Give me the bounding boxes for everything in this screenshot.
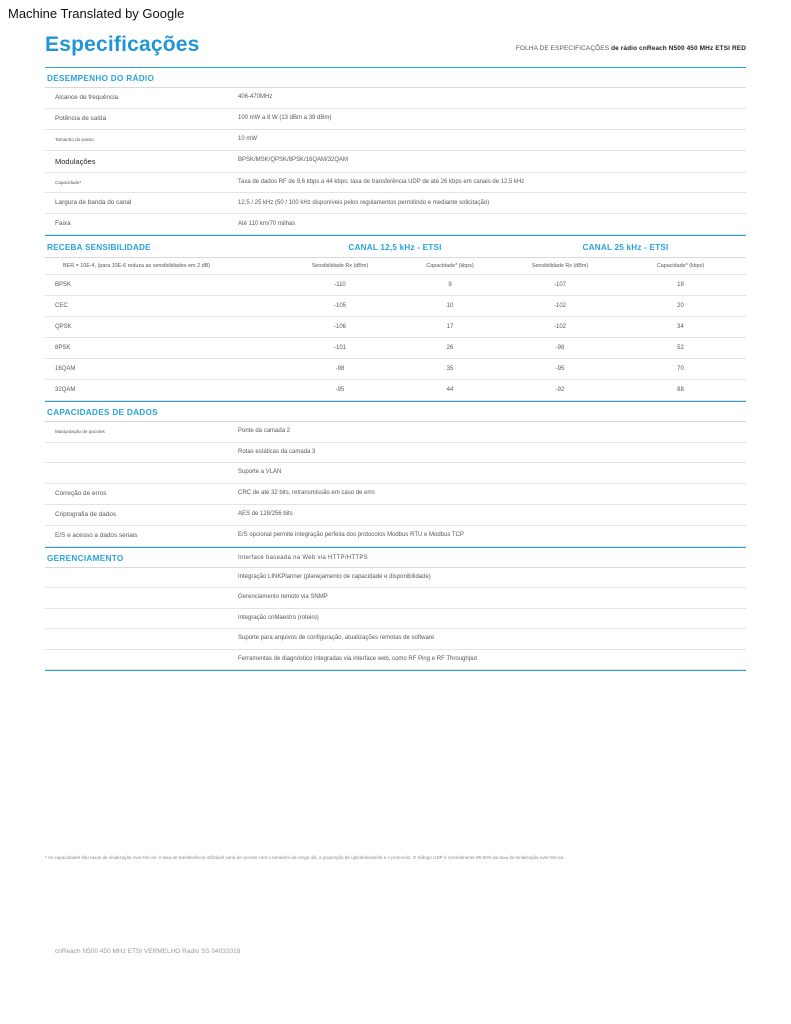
row-label: Modulações <box>45 150 230 172</box>
cap-25-value: 18 <box>615 275 746 296</box>
table-row <box>45 567 746 588</box>
row-label <box>45 588 230 609</box>
table-row <box>45 109 746 130</box>
row-label: Capacidade* <box>45 172 230 193</box>
document-header <box>45 25 746 67</box>
section-header-management <box>45 547 746 567</box>
receive-sensitivity-table <box>45 235 746 401</box>
cap-25-value: 52 <box>615 338 746 359</box>
row-value: Interface baseada na Web via HTTP/HTTPS <box>230 547 746 567</box>
machine-translation-banner: Machine Translated by Google <box>8 6 185 21</box>
section-title: DESEMPENHO DO RÁDIO <box>45 68 746 88</box>
row-value: Ponte da camada 2 <box>230 422 746 443</box>
cap-25-value: 88 <box>615 380 746 401</box>
sens-12-5-value: -110 <box>285 275 395 296</box>
cap-12-5-value: 17 <box>395 317 505 338</box>
row-label <box>45 649 230 670</box>
table-row <box>45 629 746 650</box>
subtitle-product: de rádio cnReach N500 450 MHz ETSI RED <box>611 45 746 52</box>
row-label: Faixa <box>45 214 230 235</box>
sens-12-5-value: -106 <box>285 317 395 338</box>
row-value: Integração LINKPlanner (planejamento de capacidade e disponibilidade) <box>230 567 746 588</box>
ber-note: BER = 10E-4, (para 10E-6 reduza as sensibilidades em 2 dB) <box>45 258 285 275</box>
col-header-cap-12-5: Capacidade* (kbps) <box>395 258 505 275</box>
row-label: Potência de saída <box>45 109 230 130</box>
section-header-data-capabilities <box>45 402 746 422</box>
document-footer: cnReach N500 450 MHz ETSI VERMELHO Radio SS 04032018 <box>55 948 241 955</box>
table-row <box>45 463 746 484</box>
row-label: Correção de erros <box>45 483 230 504</box>
row-value: Suporte para arquivos de configuração, atualizações remotas de software <box>230 629 746 650</box>
row-label <box>45 629 230 650</box>
table-row <box>45 380 746 401</box>
col-header-sens-25: Sensibilidade Rx (dBm) <box>505 258 615 275</box>
modulation-name: 8PSK <box>45 338 285 359</box>
document-subtitle <box>516 45 746 52</box>
channel-12-5-header: CANAL 12,5 kHz - ETSI <box>285 236 505 258</box>
row-value: AES de 128/256 bits <box>230 504 746 525</box>
row-value: CRC de até 32 bits, retransmissão em caso de erro <box>230 483 746 504</box>
row-value: E/S opcional permite integração perfeita dos protocolos Modbus RTU e Modbus TCP <box>230 525 746 546</box>
sens-25-value: -95 <box>505 359 615 380</box>
table-row <box>45 172 746 193</box>
col-header-cap-25: Capacidade* (kbps) <box>615 258 746 275</box>
row-label <box>45 442 230 463</box>
row-value: 10 mW <box>230 130 746 151</box>
footnote: * As capacidades são taxas de sinalização over-the-air. A taxa de transferência utilizável varia de acordo com o tamanho da carga útil, a proporção de uplink/downlink e o protocolo. O tráfego UDP é normalmente 95-60% da taxa de sinalização over-the-air. <box>45 855 565 860</box>
row-label: E/S e acesso a dados seriais <box>45 525 230 546</box>
section-header-receive-sensitivity <box>45 236 746 258</box>
cap-25-value: 70 <box>615 359 746 380</box>
sens-12-5-value: -98 <box>285 359 395 380</box>
sens-12-5-value: -101 <box>285 338 395 359</box>
table-row <box>45 88 746 109</box>
row-label <box>45 608 230 629</box>
row-label: Tamanho do passo <box>45 130 230 151</box>
table-row <box>45 608 746 629</box>
row-label: Manipulação de pacotes <box>45 422 230 443</box>
row-value: Suporte a VLAN <box>230 463 746 484</box>
table-row <box>45 525 746 546</box>
row-label: Alcance de frequência <box>45 88 230 109</box>
modulation-name: QPSK <box>45 317 285 338</box>
table-row <box>45 504 746 525</box>
table-row <box>45 275 746 296</box>
cap-12-5-value: 26 <box>395 338 505 359</box>
table-row <box>45 442 746 463</box>
section-title: GERENCIAMENTO <box>45 547 230 567</box>
row-label: Largura de banda do canal <box>45 193 230 214</box>
management-table <box>45 547 746 671</box>
sens-25-value: -102 <box>505 317 615 338</box>
table-row <box>45 338 746 359</box>
row-value: Integração cnMaestro (roteiro) <box>230 608 746 629</box>
table-row <box>45 649 746 670</box>
row-label <box>45 463 230 484</box>
section-divider <box>45 670 746 671</box>
row-value: Rotas estáticas da camada 3 <box>230 442 746 463</box>
table-row <box>45 130 746 151</box>
sens-25-value: -102 <box>505 296 615 317</box>
section-title: CAPACIDADES DE DADOS <box>45 402 746 422</box>
table-row <box>45 193 746 214</box>
sens-25-value: -107 <box>505 275 615 296</box>
cap-12-5-value: 44 <box>395 380 505 401</box>
sens-12-5-value: -95 <box>285 380 395 401</box>
row-value: 406-470MHz <box>230 88 746 109</box>
row-value: 100 mW a 8 W (13 dBm a 39 dBm) <box>230 109 746 130</box>
row-label <box>45 567 230 588</box>
sens-25-value: -98 <box>505 338 615 359</box>
row-value: Gerenciamento remoto via SNMP <box>230 588 746 609</box>
modulation-name: 16QAM <box>45 359 285 380</box>
data-capabilities-table <box>45 401 746 547</box>
modulation-name: BPSK <box>45 275 285 296</box>
table-row <box>45 422 746 443</box>
sens-25-value: -92 <box>505 380 615 401</box>
table-row <box>45 296 746 317</box>
row-value: BPSK/MSK/QPSK/8PSK/16QAM/32QAM <box>230 150 746 172</box>
cap-12-5-value: 35 <box>395 359 505 380</box>
column-subheaders <box>45 258 746 275</box>
section-header-radio-performance <box>45 68 746 88</box>
sens-12-5-value: -105 <box>285 296 395 317</box>
row-value: Ferramentas de diagnóstico integradas via interface web, como RF Ping e RF Throughput <box>230 649 746 670</box>
table-row <box>45 588 746 609</box>
spec-sheet-page <box>0 25 791 671</box>
row-value: 12,5 / 25 kHz (50 / 100 kHz disponíveis pelos regulamentos permitindo e mediante solicitação) <box>230 193 746 214</box>
cap-25-value: 20 <box>615 296 746 317</box>
cap-12-5-value: 10 <box>395 296 505 317</box>
row-value: Até 110 km/70 milhas <box>230 214 746 235</box>
table-row <box>45 359 746 380</box>
table-row <box>45 214 746 235</box>
cap-12-5-value: 9 <box>395 275 505 296</box>
modulation-name: CEC <box>45 296 285 317</box>
channel-25-header: CANAL 25 kHz - ETSI <box>505 236 746 258</box>
col-header-sens-12-5: Sensibilidade Rx (dBm) <box>285 258 395 275</box>
table-row <box>45 317 746 338</box>
section-title: RECEBA SENSIBILIDADE <box>45 236 285 258</box>
page-title: Especificações <box>45 33 200 56</box>
subtitle-prefix: FOLHA DE ESPECIFICAÇÕES <box>515 45 612 52</box>
radio-performance-table <box>45 67 746 235</box>
table-row <box>45 150 746 172</box>
row-label: Criptografia de dados <box>45 504 230 525</box>
modulation-name: 32QAM <box>45 380 285 401</box>
row-value: Taxa de dados RF de 9,6 kbps a 44 kbps; taxa de transferência UDP de até 26 kbps em canais de 12,5 kHz <box>230 172 746 193</box>
table-row <box>45 483 746 504</box>
cap-25-value: 34 <box>615 317 746 338</box>
